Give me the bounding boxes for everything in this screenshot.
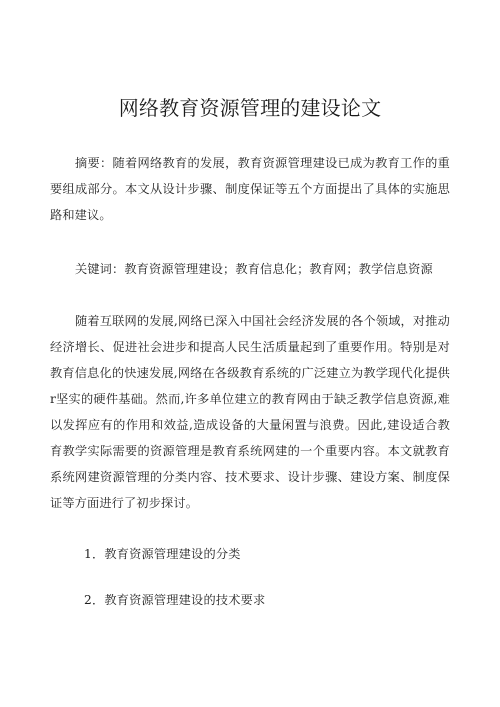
section-heading-1: 1．教育资源管理建设的分类 xyxy=(84,547,241,561)
document-title: 网络教育资源管理的建设论文 xyxy=(118,96,382,120)
keywords-paragraph: 关键词：教育资源管理建设；教育信息化；教育网；教学信息资源 xyxy=(75,262,433,276)
abstract-paragraph: 摘要：随着网络教育的发展，教育资源管理建设已成为教育工作的重要组成部分。本文从设计步骤、制度保证等五个方面提出了具体的实施思路和建议。 xyxy=(50,156,450,222)
section-heading-2: 2．教育资源管理建设的技术要求 xyxy=(84,593,266,607)
body-paragraph: 随着互联网的发展,网络已深入中国社会经济发展的各个领域，对推动经济增长、促进社会进步和提高人民生活质量起到了重要作用。特别是对教育信息化的快速发展,网络在各级教育系统的广泛建立为教学现代化提供r坚实的硬件基础。然而,许多单位建立的教育网由于缺乏教学信息资源,难以发挥应有的作用和效益,造成设备的大量闲置与浪费。因此,建设适合教育教学实际需要的资源管理是教育系统网建的一个重要内容。本文就教育系统网建资源管理的分类内容、技术要求、设计步骤、建设方案、制度保证等方面进行了初步探讨。 xyxy=(50,314,450,510)
